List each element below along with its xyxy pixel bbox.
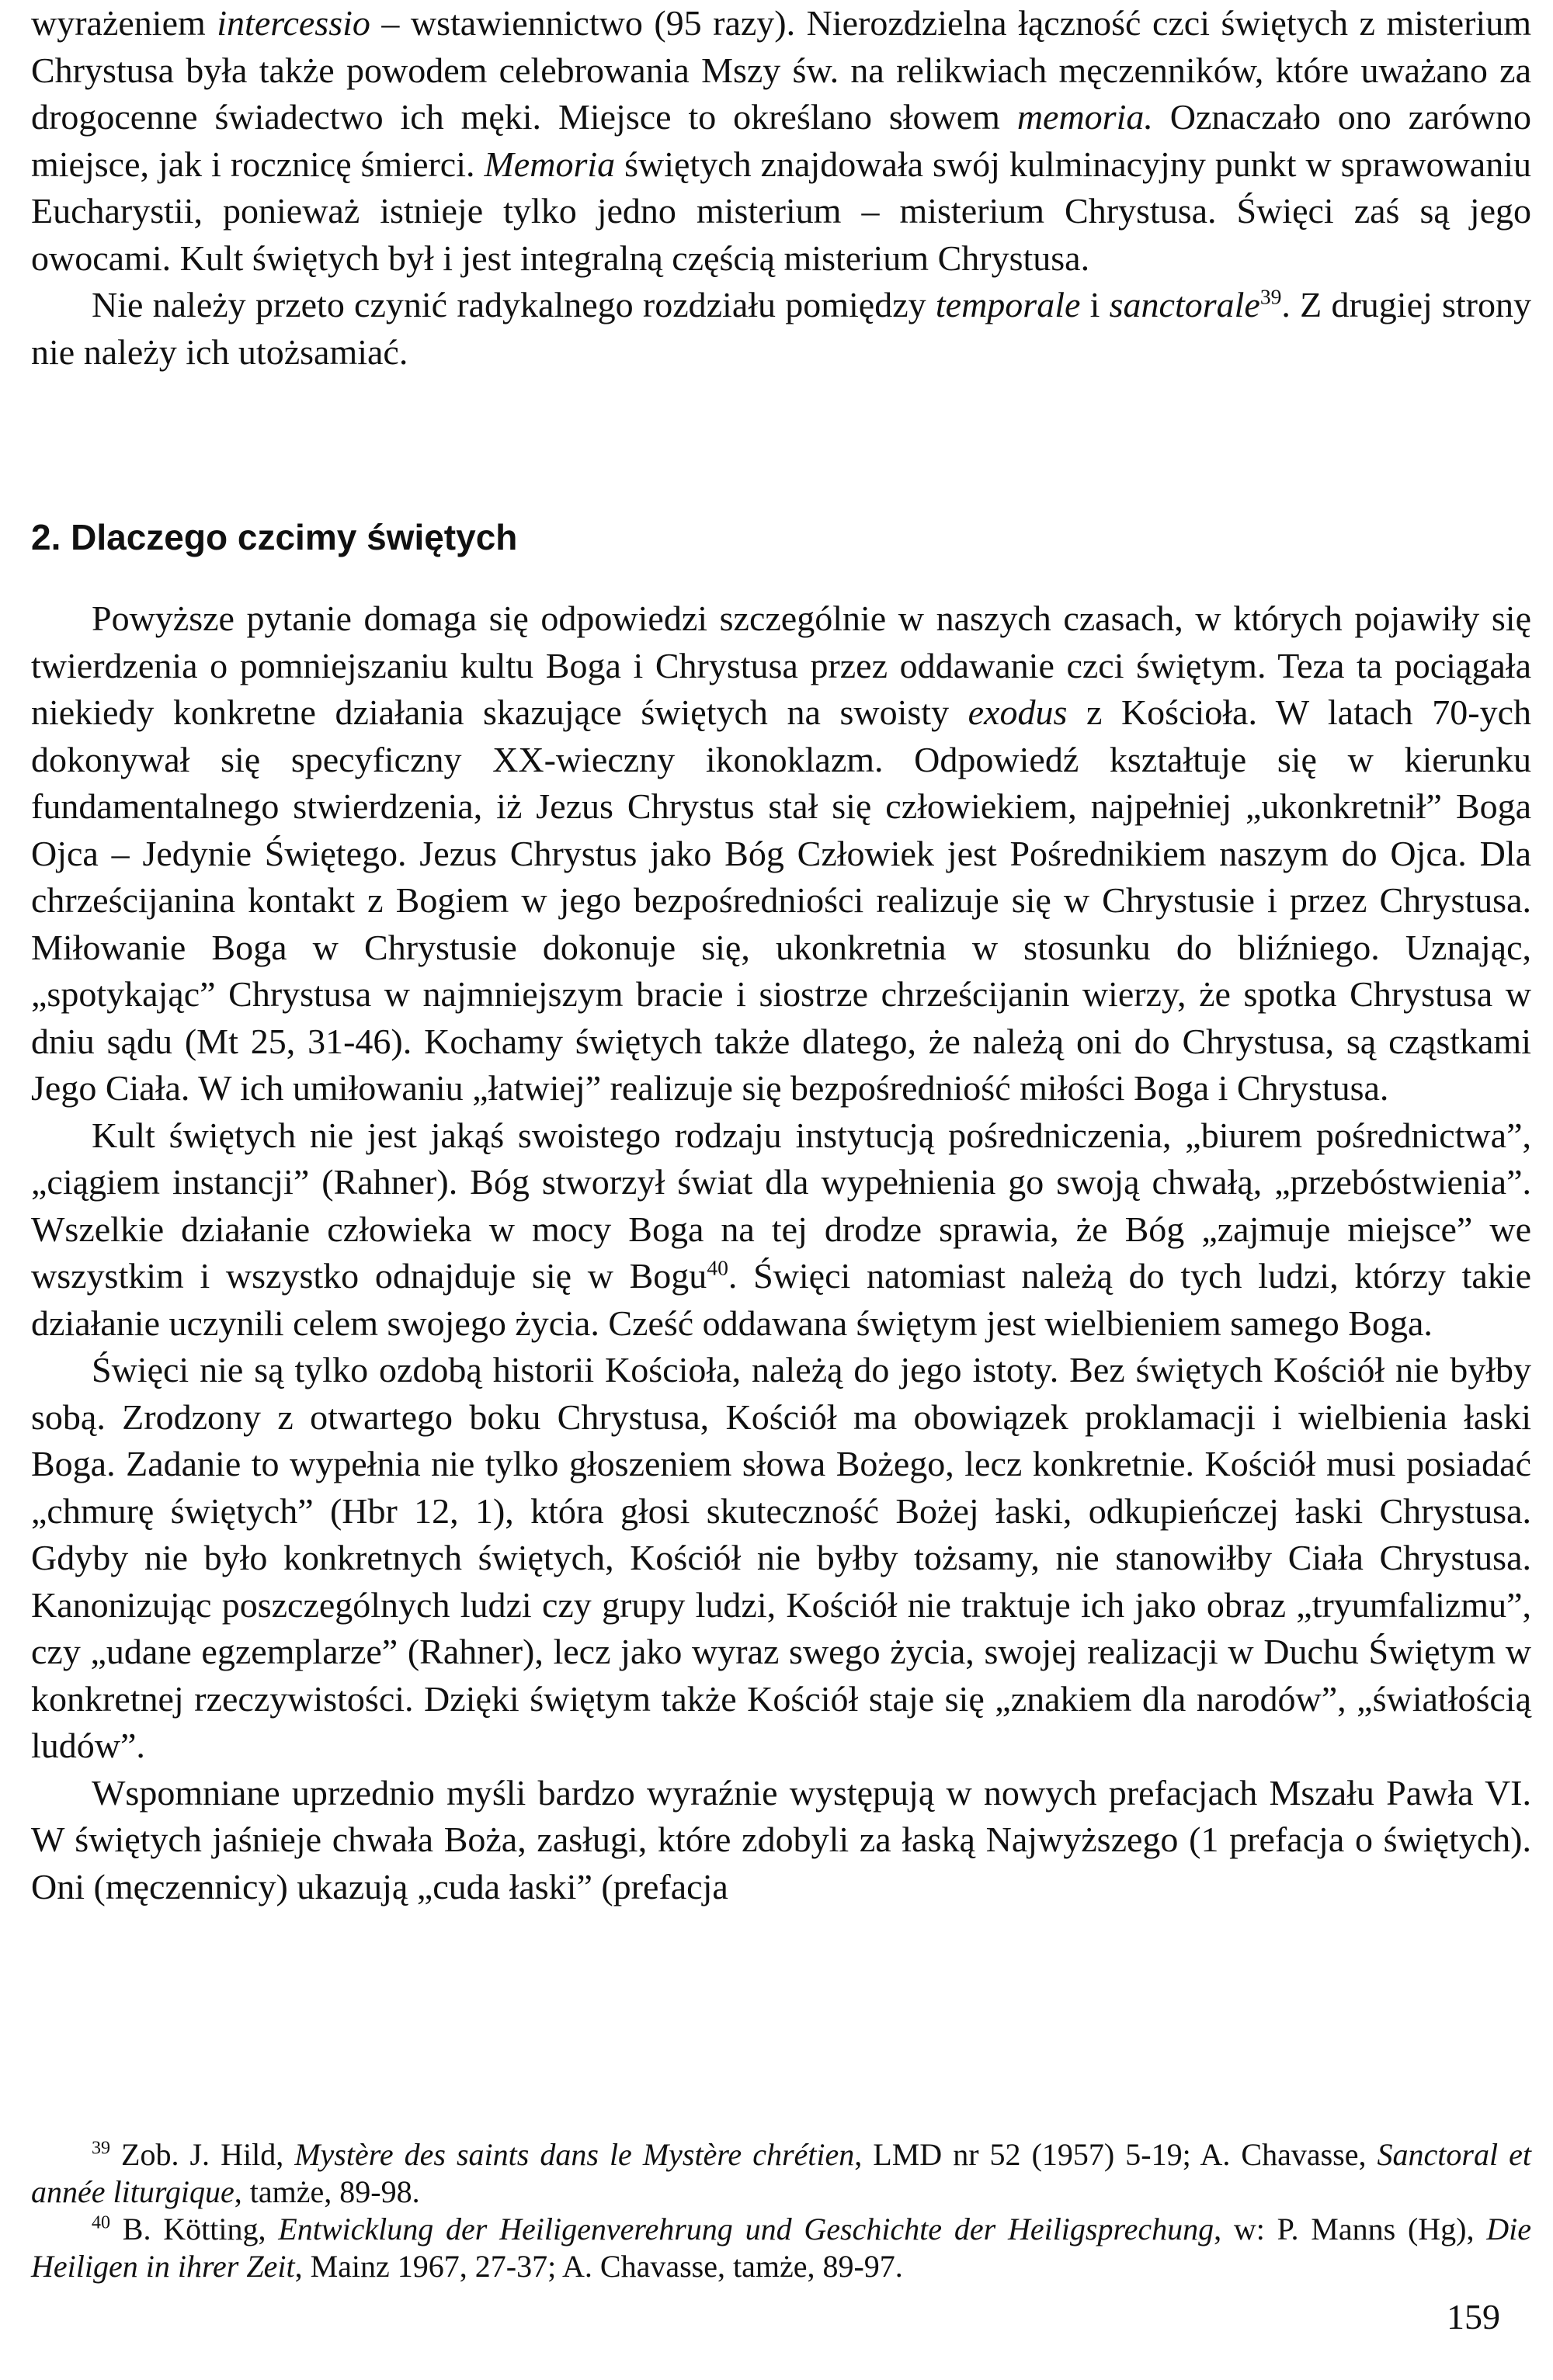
text-run: wyrażeniem — [31, 3, 217, 43]
text-run: Powyższe pytanie domaga się odpowiedzi szczególnie w naszych czasach, w których pojawiły się twierdzenia o pomniejszaniu kultu Boga i Chrystusa przez oddawanie czci świętym. Teza ta pociągała niekiedy konkretne działania skazujące świętych na swoisty — [31, 598, 1531, 732]
text-run: , w: P. Manns (Hg), — [1214, 2212, 1487, 2246]
text-run: z Kościoła. W latach 70-ych dokonywał się specyficzny XX-wieczny ikonoklazm. Odpowiedź kształtuje się w kierunku fundamentalnego stwierdzenia, iż Jezus Chrystus stał się człowiekiem, najpełniej „ukonkretnił” Boga Ojca – Jedynie Świętego. Jezus Chrystus jako Bóg Człowiek jest Pośrednikiem naszym do Ojca. Dla chrześcijanina kontakt z Bogiem w jego bezpośredniości realizuje się w Chrystusie i przez Chrystusa. Miłowanie Boga w Chrystusie dokonuje się, ukonkretnia w stosunku do bliźniego. Uznając, „spotykając” Chrystusa w najmniejszym bracie i siostrze chrześcijanin wierzy, że spotka Chrystusa w dniu sądu (Mt 25, 31-46). Kochamy świętych także dlatego, że należą oni do Chrystusa, są cząstkami Jego Ciała. W ich umiłowaniu „łatwiej” realizuje się bezpośredniość miłości Boga i Chrystusa. — [31, 692, 1531, 1108]
text-run: , LMD nr 52 (1957) 5-19; A. Chavasse, — [854, 2137, 1378, 2172]
footnote-number: 40 — [92, 2212, 110, 2233]
italic-term: Memoria — [484, 144, 616, 184]
italic-title: Mystère des saints dans le Mystère chrétien — [294, 2137, 855, 2172]
text-run: Zob. J. Hild, — [110, 2137, 295, 2172]
paragraph-continuation — [31, 0, 1531, 282]
section-heading: 2. Dlaczego czcimy świętych — [31, 517, 518, 557]
footnote-40 — [31, 2211, 1531, 2285]
text-run: – wstawiennictwo (95 razy). Nierozdzielna łączność czci świętych z misterium Chrystusa była także powodem celebrowania Mszy św. na relikwiach męczenników, które uważano za drogocenne świadectwo ich męki. Miejsce to określano słowem — [31, 3, 1531, 137]
paragraph — [31, 595, 1531, 1112]
paragraph: Święci nie są tylko ozdobą historii Kościoła, należą do jego istoty. Bez świętych Kościół nie byłby sobą. Zrodzony z otwartego boku Chrystusa, Kościół ma obowiązek proklamacji i wielbienia łaski Boga. Zadanie to wypełnia nie tylko głoszeniem słowa Bożego, lecz konkretnie. Kościół musi posiadać „chmurę świętych” (Hbr 12, 1), która głosi skuteczność Bożej łaski, odkupieńczej łaski Chrystusa. Gdyby nie było konkretnych świętych, Kościół nie byłby tożsamy, nie stanowiłby Ciała Chrystusa. Kanonizując poszczególnych ludzi czy grupy ludzi, Kościół nie traktuje ich jako obraz „tryumfalizmu”, czy „udane egzemplarze” (Rahner), lecz jako wyraz swego życia, swojej realizacji w Duchu Świętym w konkretnej rzeczywistości. Dzięki świętym także Kościół staje się „znakiem dla narodów”, „światłością ludów”. — [31, 1350, 1531, 1765]
italic-term: exodus — [968, 692, 1068, 732]
page-number: 159 — [1447, 2297, 1500, 2337]
text-run: . Święci natomiast należą do tych ludzi, którzy takie działanie uczynili celem swojego życia. Cześć oddawana świętym jest wielbieniem samego Boga. — [31, 1256, 1531, 1343]
text-run: Nie należy przeto czynić radykalnego rozdziału pomiędzy — [92, 285, 936, 324]
footnote-number: 39 — [92, 2138, 110, 2159]
text-run: świętych znajdowała swój kulminacyjny punkt w sprawowaniu Eucharystii, ponieważ istnieje tylko jedno misterium – misterium Chrystusa. Święci zaś są jego owocami. Kult świętych był i jest integralną częścią misterium Chrystusa. — [31, 144, 1531, 278]
footnote-ref: 40 — [707, 1255, 728, 1280]
footnote-ref: 39 — [1259, 284, 1282, 309]
paragraph — [31, 282, 1531, 376]
text-run: Oznaczało ono zarówno miejsce, jak i rocznicę śmierci. — [31, 97, 1531, 184]
italic-term: memoria. — [1016, 97, 1153, 137]
footnote-39 — [31, 2136, 1531, 2211]
italic-term: sanctorale — [1109, 285, 1260, 324]
paragraph — [31, 1112, 1531, 1348]
text-run: . Z drugiej strony nie należy ich utożsamiać. — [31, 285, 1531, 372]
italic-term: temporale — [935, 285, 1081, 324]
section-body — [31, 595, 1531, 1910]
italic-title: Sanctoral et année liturgique — [31, 2137, 1531, 2209]
italic-title: Die Heiligen in ihrer Zeit — [31, 2212, 1532, 2284]
text-run: B. Kötting, — [110, 2212, 279, 2246]
text-run: , tamże, 89-98. — [234, 2174, 420, 2209]
text-run: , Mainz 1967, 27-37; A. Chavasse, tamże, 89-97. — [294, 2249, 903, 2284]
paragraph: Wspomniane uprzednio myśli bardzo wyraźnie występują w nowych prefacjach Mszału Pawła VI. W świętych jaśnieje chwała Boża, zasługi, które zdobyli za łaską Najwyższego (1 prefacja o świętych). Oni (męczennicy) ukazują „cuda łaski” (prefacja — [31, 1772, 1531, 1906]
italic-title: Entwicklung der Heiligenverehrung und Geschichte der Heiligsprechung — [278, 2212, 1214, 2246]
text-run: Kult świętych nie jest jakąś swoistego rodzaju instytucją pośredniczenia, „biurem pośrednictwa”, „ciągiem instancji” (Rahner). Bóg stworzył świat dla wypełnienia go swoją chwałą, „przebóstwienia”. Wszelkie działanie człowieka w mocy Boga na tej drodze sprawia, że Bóg „zajmuje miejsce” we wszystkim i wszystko odnajduje się w Bogu — [31, 1115, 1531, 1296]
footnotes — [31, 2136, 1531, 2285]
text-run: i — [1080, 285, 1110, 324]
italic-term: intercessio — [217, 3, 370, 43]
top-text-block — [31, 0, 1531, 376]
